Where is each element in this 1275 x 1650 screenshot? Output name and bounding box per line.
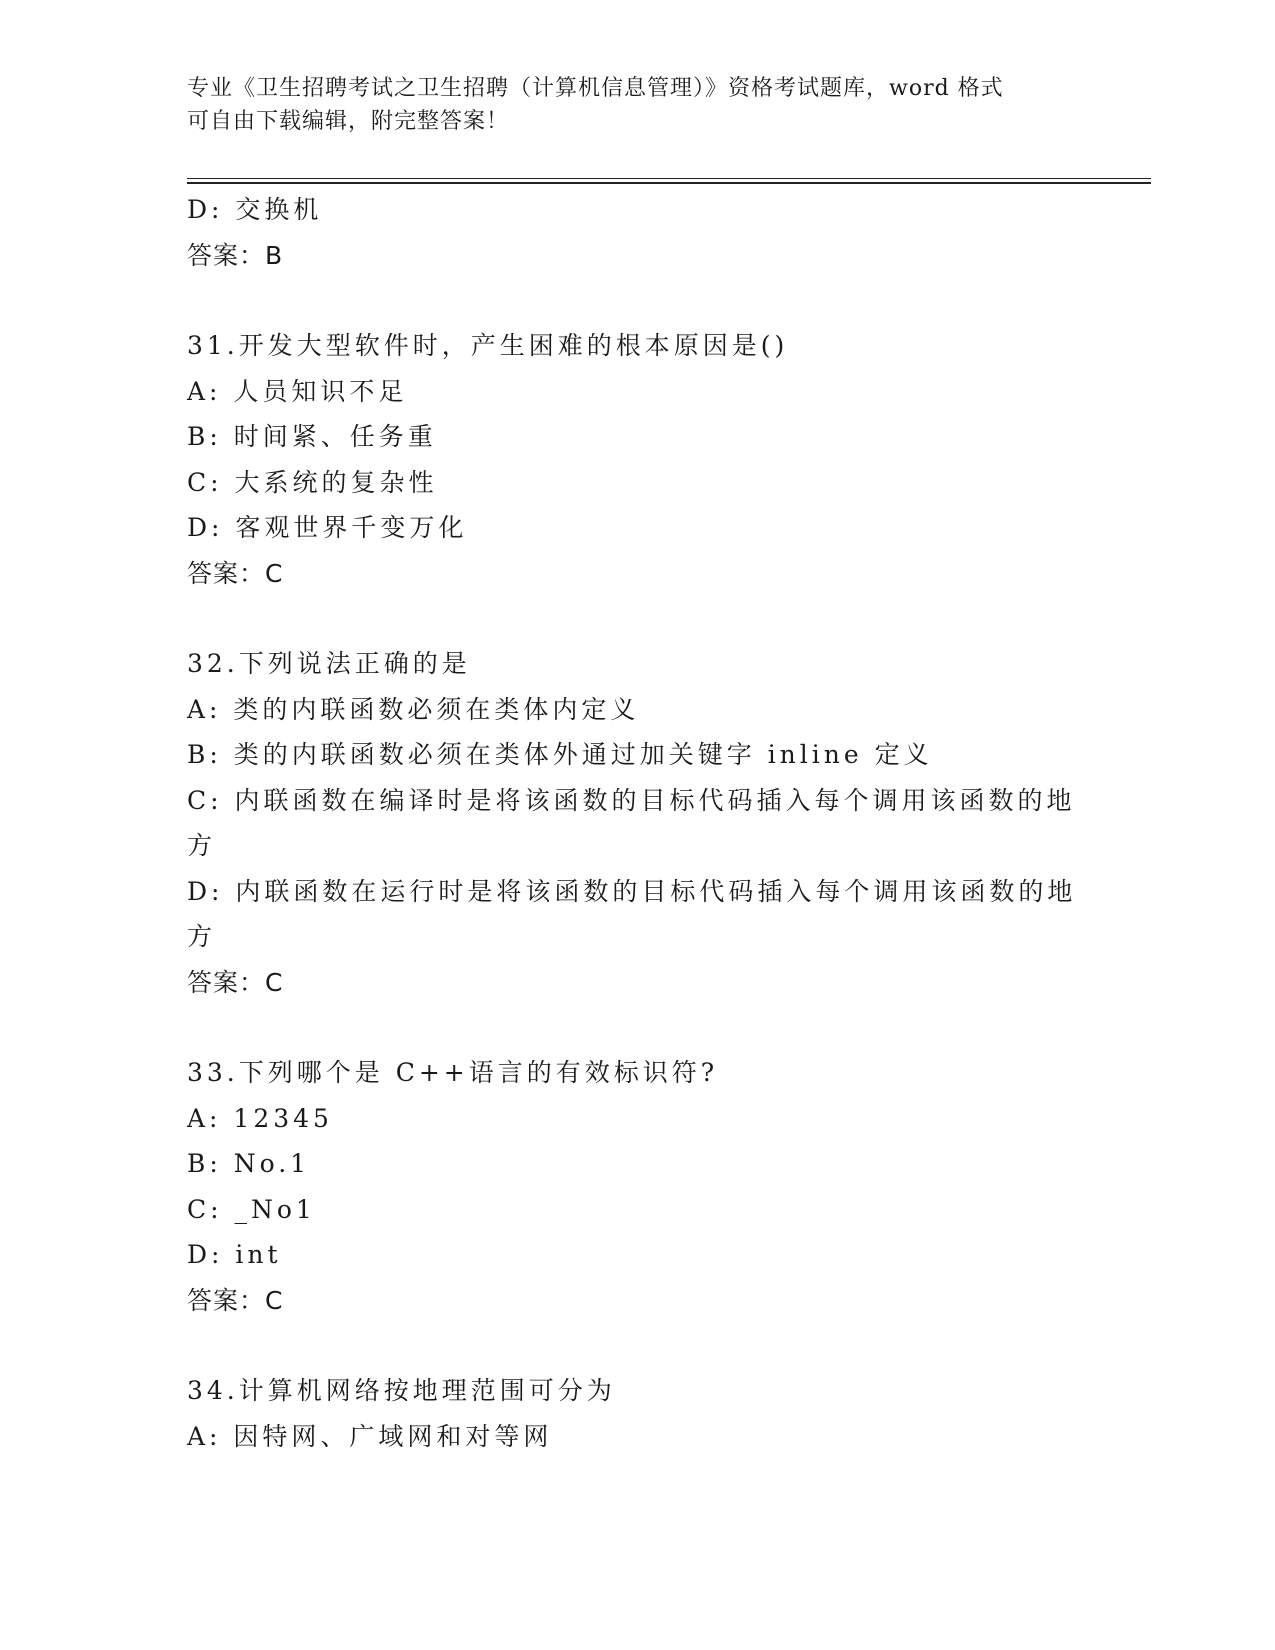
question-text: 31.开发大型软件时，产生困难的根本原因是()	[187, 331, 789, 360]
option-d-line-1: D: 内联函数在运行时是将该函数的目标代码插入每个调用该函数的地	[187, 876, 1077, 906]
header-line-2: 可自由下载编辑，附完整答案！	[187, 109, 510, 134]
option-a: A: 类的内联函数必须在类体内定义	[187, 694, 640, 724]
answer: 答案：C	[187, 967, 284, 997]
spacer	[187, 1005, 1087, 1050]
question-32	[187, 641, 1087, 1005]
option-c: C: _No1	[187, 1194, 316, 1224]
option-a: A: 12345	[187, 1103, 333, 1133]
prev-question-tail	[187, 187, 1087, 278]
option-c-line-2: 方	[187, 831, 217, 860]
option-c-line-1: C: 内联函数在编译时是将该函数的目标代码插入每个调用该函数的地	[187, 785, 1076, 815]
page-header	[187, 72, 1067, 138]
option-a: A: 因特网、广域网和对等网	[187, 1421, 553, 1451]
answer: 答案：C	[187, 1285, 284, 1315]
question-text: 34.计算机网络按地理范围可分为	[187, 1376, 616, 1405]
option-d: D: 交换机	[187, 195, 323, 224]
option-d-line-2: 方	[187, 922, 217, 951]
question-33	[187, 1050, 1087, 1323]
spacer	[187, 1323, 1087, 1368]
answer: 答案：B	[187, 240, 284, 270]
question-34	[187, 1368, 1087, 1459]
document-body	[187, 187, 1087, 1459]
spacer	[187, 278, 1087, 323]
option-c: C: 大系统的复杂性	[187, 467, 438, 497]
header-line-1: 专业《卫生招聘考试之卫生招聘（计算机信息管理）》资格考试题库，word 格式	[187, 76, 1004, 101]
option-d: D: 客观世界千变万化	[187, 513, 468, 542]
header-divider	[187, 178, 1151, 184]
option-a: A: 人员知识不足	[187, 376, 408, 406]
option-b: B: 类的内联函数必须在类体外通过加关键字 inline 定义	[187, 740, 933, 769]
option-b: B: No.1	[187, 1149, 311, 1178]
spacer	[187, 596, 1087, 641]
question-text: 32.下列说法正确的是	[187, 649, 471, 678]
question-31	[187, 323, 1087, 596]
option-d: D: int	[187, 1240, 282, 1269]
option-b: B: 时间紧、任务重	[187, 422, 437, 451]
question-text: 33.下列哪个是 C++语言的有效标识符?	[187, 1058, 719, 1087]
answer: 答案：C	[187, 558, 284, 588]
